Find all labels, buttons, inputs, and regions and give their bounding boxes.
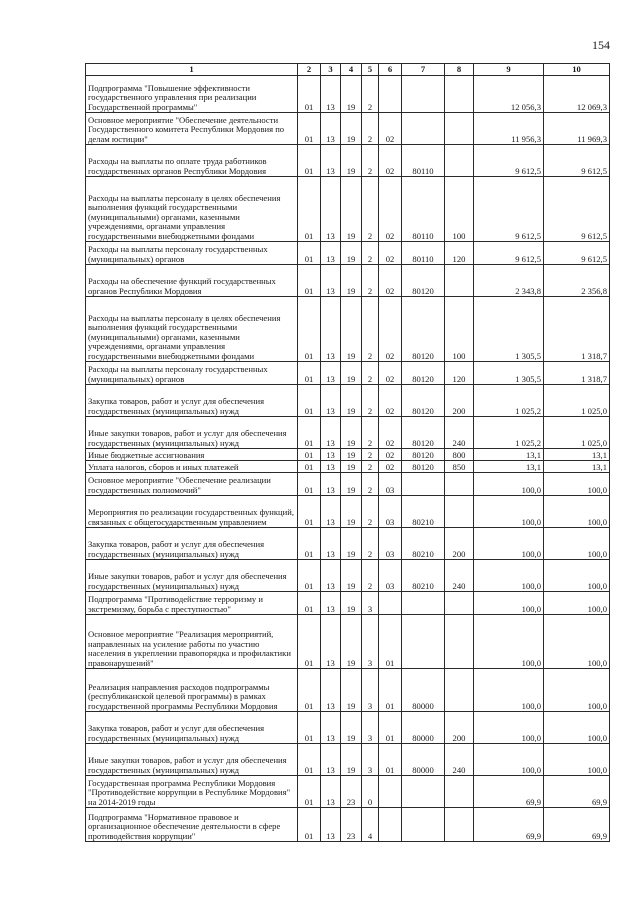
- table-row: [86, 615, 610, 669]
- code-section: 01: [298, 808, 321, 842]
- code-section: 01: [298, 177, 321, 242]
- code-subprogram: 0: [362, 776, 379, 808]
- table-row: [86, 265, 610, 297]
- code-direction: 80210: [402, 528, 445, 560]
- code-subprogram: 2: [362, 265, 379, 297]
- code-program: 23: [341, 776, 362, 808]
- table-row: [86, 385, 610, 417]
- code-measure: 03: [379, 473, 402, 496]
- code-expense-type: 100: [445, 297, 474, 362]
- code-subprogram: 2: [362, 496, 379, 528]
- code-measure: 01: [379, 615, 402, 669]
- code-measure: 02: [379, 177, 402, 242]
- column-header: 8: [445, 64, 474, 76]
- code-direction: [402, 592, 445, 615]
- amount-year-1: 100,0: [474, 528, 544, 560]
- code-subprogram: 3: [362, 592, 379, 615]
- amount-year-1: 100,0: [474, 712, 544, 744]
- code-direction: 80210: [402, 560, 445, 592]
- code-direction: 80000: [402, 744, 445, 776]
- code-measure: 01: [379, 669, 402, 712]
- code-direction: 80110: [402, 242, 445, 265]
- table-row: [86, 669, 610, 712]
- amount-year-2: 9 612,5: [544, 145, 610, 177]
- amount-year-1: 13,1: [474, 449, 544, 461]
- column-header: 7: [402, 64, 445, 76]
- code-section: 01: [298, 461, 321, 473]
- code-subsection: 13: [321, 76, 341, 113]
- amount-year-1: 11 956,3: [474, 113, 544, 145]
- code-direction: [402, 776, 445, 808]
- row-description: Иные бюджетные ассигнования: [86, 449, 298, 461]
- table-row: [86, 362, 610, 385]
- code-measure: 01: [379, 712, 402, 744]
- row-description: Иные закупки товаров, работ и услуг для обеспечения государственных (муниципальных) нужд: [86, 417, 298, 449]
- code-expense-type: [445, 473, 474, 496]
- row-description: Расходы на выплаты персоналу в целях обеспечения выполнения функций государственными (муниципальными) органами, казенными учреждениями, органами управления государственными внебюджетными фондами: [86, 297, 298, 362]
- code-section: 01: [298, 496, 321, 528]
- code-measure: 02: [379, 145, 402, 177]
- code-subprogram: 2: [362, 362, 379, 385]
- code-subsection: 13: [321, 496, 341, 528]
- code-section: 01: [298, 362, 321, 385]
- code-expense-type: 850: [445, 461, 474, 473]
- code-measure: 02: [379, 449, 402, 461]
- row-description: Подпрограмма "Противодействие терроризму и экстремизму, борьба с преступностью": [86, 592, 298, 615]
- amount-year-1: 100,0: [474, 592, 544, 615]
- code-measure: 03: [379, 560, 402, 592]
- code-direction: 80120: [402, 449, 445, 461]
- code-expense-type: [445, 496, 474, 528]
- code-measure: 02: [379, 113, 402, 145]
- code-expense-type: [445, 615, 474, 669]
- column-header: 3: [321, 64, 341, 76]
- table-row: [86, 592, 610, 615]
- amount-year-1: 1 305,5: [474, 297, 544, 362]
- table-row: [86, 776, 610, 808]
- amount-year-1: 9 612,5: [474, 177, 544, 242]
- table-row: [86, 744, 610, 776]
- amount-year-2: 100,0: [544, 496, 610, 528]
- row-description: Основное мероприятие "Обеспечение деятельности Государственного комитета Республики Мордовия по делам юстиции": [86, 113, 298, 145]
- table-body: [86, 76, 610, 842]
- row-description: Расходы на выплаты персоналу государственных (муниципальных) органов: [86, 362, 298, 385]
- code-subprogram: 3: [362, 669, 379, 712]
- amount-year-2: 11 969,3: [544, 113, 610, 145]
- code-expense-type: [445, 592, 474, 615]
- code-direction: [402, 808, 445, 842]
- code-direction: 80120: [402, 461, 445, 473]
- code-section: 01: [298, 113, 321, 145]
- code-subsection: 13: [321, 592, 341, 615]
- row-description: Подпрограмма "Нормативное правовое и организационное обеспечение деятельности в сфере противодействия коррупции": [86, 808, 298, 842]
- code-program: 19: [341, 242, 362, 265]
- row-description: Расходы на выплаты персоналу государственных (муниципальных) органов: [86, 242, 298, 265]
- code-program: 19: [341, 560, 362, 592]
- code-section: 01: [298, 385, 321, 417]
- column-header: 9: [474, 64, 544, 76]
- code-subprogram: 2: [362, 242, 379, 265]
- table-row: [86, 473, 610, 496]
- code-program: 19: [341, 76, 362, 113]
- code-program: 19: [341, 615, 362, 669]
- amount-year-1: 9 612,5: [474, 145, 544, 177]
- code-subsection: 13: [321, 615, 341, 669]
- code-section: 01: [298, 449, 321, 461]
- code-section: 01: [298, 615, 321, 669]
- code-section: 01: [298, 417, 321, 449]
- code-subsection: 13: [321, 265, 341, 297]
- code-measure: 02: [379, 417, 402, 449]
- code-subprogram: 2: [362, 297, 379, 362]
- row-description: Иные закупки товаров, работ и услуг для обеспечения государственных (муниципальных) нужд: [86, 560, 298, 592]
- code-subprogram: 2: [362, 473, 379, 496]
- code-measure: 02: [379, 242, 402, 265]
- code-subsection: 13: [321, 461, 341, 473]
- code-expense-type: 120: [445, 242, 474, 265]
- budget-table: [85, 63, 610, 842]
- code-direction: 80000: [402, 669, 445, 712]
- code-subsection: 13: [321, 385, 341, 417]
- table-row: [86, 145, 610, 177]
- code-section: 01: [298, 592, 321, 615]
- amount-year-1: 1 025,2: [474, 417, 544, 449]
- amount-year-1: 100,0: [474, 744, 544, 776]
- amount-year-1: 100,0: [474, 560, 544, 592]
- row-description: Закупка товаров, работ и услуг для обеспечения государственных (муниципальных) нужд: [86, 528, 298, 560]
- code-program: 19: [341, 113, 362, 145]
- code-section: 01: [298, 776, 321, 808]
- code-expense-type: 240: [445, 744, 474, 776]
- code-subprogram: 2: [362, 528, 379, 560]
- code-section: 01: [298, 528, 321, 560]
- row-description: Реализация направления расходов подпрограммы (республиканской целевой программы) в рамках государственной программы Республики Мордовия: [86, 669, 298, 712]
- amount-year-1: 100,0: [474, 615, 544, 669]
- amount-year-2: 100,0: [544, 615, 610, 669]
- amount-year-1: 69,9: [474, 776, 544, 808]
- code-expense-type: [445, 76, 474, 113]
- code-subsection: 13: [321, 712, 341, 744]
- column-header: 1: [86, 64, 298, 76]
- code-measure: 02: [379, 385, 402, 417]
- code-measure: 01: [379, 744, 402, 776]
- code-measure: 03: [379, 528, 402, 560]
- amount-year-2: 100,0: [544, 560, 610, 592]
- amount-year-2: 1 318,7: [544, 297, 610, 362]
- code-measure: 02: [379, 362, 402, 385]
- amount-year-2: 100,0: [544, 744, 610, 776]
- code-subprogram: 2: [362, 385, 379, 417]
- code-program: 19: [341, 449, 362, 461]
- code-subsection: 13: [321, 528, 341, 560]
- code-program: 19: [341, 712, 362, 744]
- code-expense-type: 800: [445, 449, 474, 461]
- code-subsection: 13: [321, 113, 341, 145]
- code-subsection: 13: [321, 417, 341, 449]
- page-number: 154: [592, 38, 610, 52]
- code-section: 01: [298, 560, 321, 592]
- column-header: 2: [298, 64, 321, 76]
- code-section: 01: [298, 669, 321, 712]
- code-subprogram: 3: [362, 744, 379, 776]
- amount-year-1: 1 025,2: [474, 385, 544, 417]
- code-subsection: 13: [321, 242, 341, 265]
- code-expense-type: 240: [445, 560, 474, 592]
- code-subsection: 13: [321, 297, 341, 362]
- code-direction: 80120: [402, 417, 445, 449]
- code-expense-type: 200: [445, 528, 474, 560]
- code-program: 19: [341, 528, 362, 560]
- column-header: 4: [341, 64, 362, 76]
- table-row: [86, 297, 610, 362]
- code-subprogram: 2: [362, 113, 379, 145]
- code-expense-type: 100: [445, 177, 474, 242]
- code-program: 19: [341, 592, 362, 615]
- code-program: 19: [341, 177, 362, 242]
- row-description: Расходы на обеспечение функций государственных органов Республики Мордовия: [86, 265, 298, 297]
- table-row: [86, 808, 610, 842]
- code-section: 01: [298, 76, 321, 113]
- amount-year-2: 9 612,5: [544, 242, 610, 265]
- amount-year-2: 69,9: [544, 808, 610, 842]
- amount-year-1: 12 056,3: [474, 76, 544, 113]
- code-program: 19: [341, 417, 362, 449]
- code-expense-type: 120: [445, 362, 474, 385]
- amount-year-2: 9 612,5: [544, 177, 610, 242]
- amount-year-2: 1 025,0: [544, 417, 610, 449]
- table-row: [86, 76, 610, 113]
- code-direction: 80120: [402, 362, 445, 385]
- table-row: [86, 177, 610, 242]
- code-program: 19: [341, 297, 362, 362]
- row-description: Уплата налогов, сборов и иных платежей: [86, 461, 298, 473]
- code-section: 01: [298, 242, 321, 265]
- code-direction: 80110: [402, 145, 445, 177]
- code-expense-type: 200: [445, 712, 474, 744]
- table-row: [86, 528, 610, 560]
- table-row: [86, 496, 610, 528]
- amount-year-1: 13,1: [474, 461, 544, 473]
- code-program: 19: [341, 265, 362, 297]
- amount-year-2: 100,0: [544, 473, 610, 496]
- code-expense-type: [445, 145, 474, 177]
- code-program: 19: [341, 669, 362, 712]
- code-subprogram: 2: [362, 145, 379, 177]
- row-description: Иные закупки товаров, работ и услуг для обеспечения государственных (муниципальных) нужд: [86, 744, 298, 776]
- code-direction: [402, 113, 445, 145]
- code-measure: [379, 592, 402, 615]
- code-program: 23: [341, 808, 362, 842]
- code-program: 19: [341, 145, 362, 177]
- table-row: [86, 417, 610, 449]
- code-measure: [379, 776, 402, 808]
- code-direction: [402, 76, 445, 113]
- row-description: Основное мероприятие "Реализация мероприятий, направленных на усиление работы по участию населения в укреплении правопорядка и профилактики правонарушений": [86, 615, 298, 669]
- code-direction: 80120: [402, 265, 445, 297]
- amount-year-1: 1 305,5: [474, 362, 544, 385]
- code-program: 19: [341, 362, 362, 385]
- code-direction: 80000: [402, 712, 445, 744]
- code-program: 19: [341, 461, 362, 473]
- amount-year-2: 13,1: [544, 449, 610, 461]
- code-subsection: 13: [321, 560, 341, 592]
- column-header: 10: [544, 64, 610, 76]
- amount-year-1: 9 612,5: [474, 242, 544, 265]
- row-description: Государственная программа Республики Мордовия "Противодействие коррупции в Республике Мордовия" на 2014-2019 годы: [86, 776, 298, 808]
- code-subsection: 13: [321, 473, 341, 496]
- amount-year-1: 100,0: [474, 496, 544, 528]
- row-description: Расходы на выплаты персоналу в целях обеспечения выполнения функций государственными (муниципальными) органами, казенными учреждениями, органами управления государственными внебюджетными фондами: [86, 177, 298, 242]
- amount-year-2: 13,1: [544, 461, 610, 473]
- code-subprogram: 4: [362, 808, 379, 842]
- row-description: Расходы на выплаты по оплате труда работников государственных органов Республики Мордовия: [86, 145, 298, 177]
- amount-year-2: 100,0: [544, 669, 610, 712]
- amount-year-1: 100,0: [474, 473, 544, 496]
- amount-year-1: 69,9: [474, 808, 544, 842]
- code-expense-type: [445, 669, 474, 712]
- code-section: 01: [298, 712, 321, 744]
- code-subsection: 13: [321, 744, 341, 776]
- column-header: 5: [362, 64, 379, 76]
- code-expense-type: [445, 776, 474, 808]
- amount-year-2: 1 025,0: [544, 385, 610, 417]
- table-row: [86, 449, 610, 461]
- code-measure: 02: [379, 461, 402, 473]
- code-subsection: 13: [321, 808, 341, 842]
- code-direction: [402, 473, 445, 496]
- code-subprogram: 2: [362, 461, 379, 473]
- code-subprogram: 2: [362, 417, 379, 449]
- amount-year-1: 2 343,8: [474, 265, 544, 297]
- row-description: Мероприятия по реализации государственных функций, связанных с общегосударственным управлением: [86, 496, 298, 528]
- code-subsection: 13: [321, 669, 341, 712]
- code-program: 19: [341, 385, 362, 417]
- table-row: [86, 712, 610, 744]
- code-direction: [402, 615, 445, 669]
- code-subsection: 13: [321, 776, 341, 808]
- code-subsection: 13: [321, 177, 341, 242]
- row-description: Закупка товаров, работ и услуг для обеспечения государственных (муниципальных) нужд: [86, 385, 298, 417]
- code-expense-type: 240: [445, 417, 474, 449]
- code-measure: 03: [379, 496, 402, 528]
- code-subprogram: 2: [362, 177, 379, 242]
- code-measure: [379, 76, 402, 113]
- amount-year-2: 12 069,3: [544, 76, 610, 113]
- code-subsection: 13: [321, 362, 341, 385]
- code-direction: 80210: [402, 496, 445, 528]
- code-expense-type: 200: [445, 385, 474, 417]
- code-subprogram: 3: [362, 712, 379, 744]
- code-section: 01: [298, 473, 321, 496]
- code-section: 01: [298, 744, 321, 776]
- table-row: [86, 560, 610, 592]
- code-section: 01: [298, 297, 321, 362]
- amount-year-2: 100,0: [544, 592, 610, 615]
- code-direction: 80110: [402, 177, 445, 242]
- code-subprogram: 2: [362, 449, 379, 461]
- amount-year-2: 100,0: [544, 528, 610, 560]
- code-direction: 80120: [402, 385, 445, 417]
- code-program: 19: [341, 496, 362, 528]
- code-direction: 80120: [402, 297, 445, 362]
- amount-year-2: 2 356,8: [544, 265, 610, 297]
- code-measure: 02: [379, 265, 402, 297]
- row-description: Подпрограмма "Повышение эффективности государственного управления при реализации Государственной программы": [86, 76, 298, 113]
- code-program: 19: [341, 473, 362, 496]
- code-measure: 02: [379, 297, 402, 362]
- code-subprogram: 3: [362, 615, 379, 669]
- code-expense-type: [445, 265, 474, 297]
- code-program: 19: [341, 744, 362, 776]
- amount-year-2: 100,0: [544, 712, 610, 744]
- code-section: 01: [298, 265, 321, 297]
- amount-year-2: 1 318,7: [544, 362, 610, 385]
- header-row: [86, 64, 610, 76]
- amount-year-1: 100,0: [474, 669, 544, 712]
- row-description: Закупка товаров, работ и услуг для обеспечения государственных (муниципальных) нужд: [86, 712, 298, 744]
- code-subsection: 13: [321, 449, 341, 461]
- table-row: [86, 242, 610, 265]
- row-description: Основное мероприятие "Обеспечение реализации государственных полномочий": [86, 473, 298, 496]
- table-row: [86, 461, 610, 473]
- code-subprogram: 2: [362, 76, 379, 113]
- code-measure: [379, 808, 402, 842]
- code-section: 01: [298, 145, 321, 177]
- table-row: [86, 113, 610, 145]
- code-expense-type: [445, 113, 474, 145]
- amount-year-2: 69,9: [544, 776, 610, 808]
- code-subsection: 13: [321, 145, 341, 177]
- code-expense-type: [445, 808, 474, 842]
- code-subprogram: 2: [362, 560, 379, 592]
- column-header: 6: [379, 64, 402, 76]
